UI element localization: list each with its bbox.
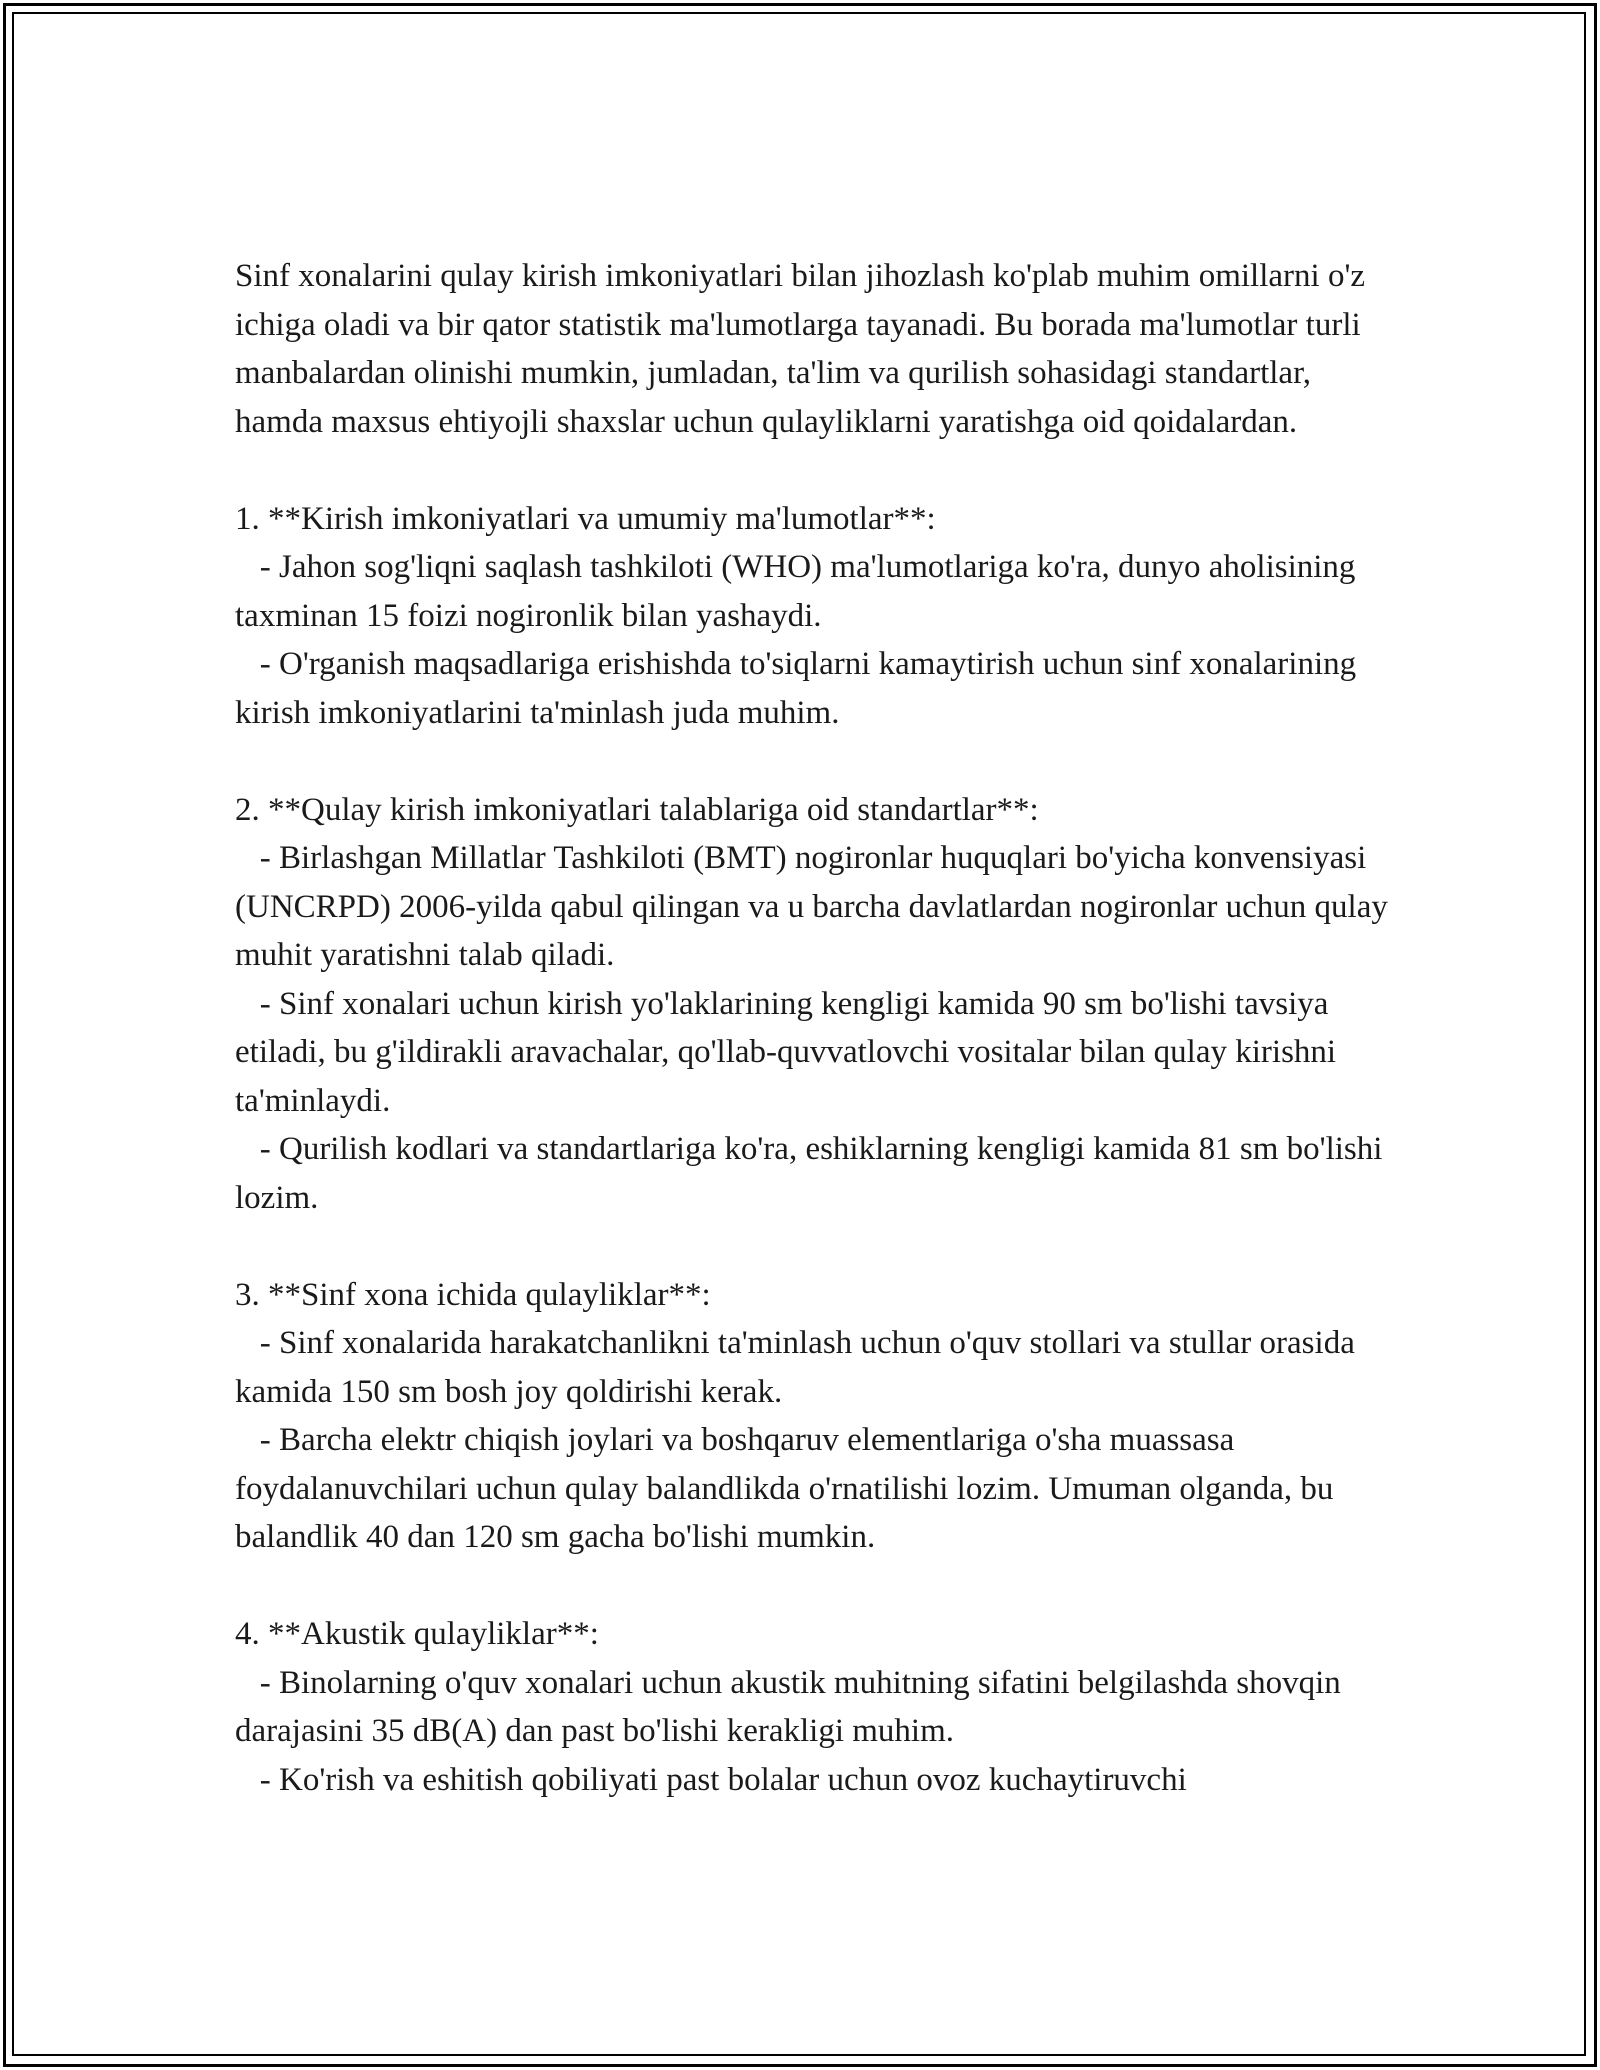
paragraph-gap	[235, 446, 1405, 495]
section-2-item: - Qurilish kodlari va standartlariga ko'ra, eshiklarning kengligi kamida 81 sm bo'lishi lozim.	[235, 1131, 1391, 1216]
paragraph-gap	[235, 737, 1405, 786]
section-2-heading: 2. **Qulay kirish imkoniyatlari talablariga oid standartlar**:	[235, 791, 1039, 828]
section-3-item: - Sinf xonalarida harakatchanlikni ta'minlash uchun o'quv stollari va stullar orasida kamida 150 sm bosh joy qoldirishi kerak.	[235, 1325, 1364, 1410]
section-2-item: - Sinf xonalari uchun kirish yo'laklarining kengligi kamida 90 sm bo'lishi tavsiya etiladi, bu g'ildirakli aravachalar, qo'llab-quvvatlovchi vositalar bilan qulay kirishni ta'minlaydi.	[235, 985, 1345, 1119]
section-1-item: - Jahon sog'liqni saqlash tashkiloti (WHO) ma'lumotlariga ko'ra, dunyo aholisining taxminan 15 foizi nogironlik bilan yashaydi.	[235, 549, 1364, 634]
section-1-item: - O'rganish maqsadlariga erishishda to'siqlarni kamaytirish uchun sinf xonalarining kirish imkoniyatlarini ta'minlash juda muhim.	[235, 646, 1365, 731]
paragraph-gap	[235, 1562, 1405, 1611]
section-2-item: - Birlashgan Millatlar Tashkiloti (BMT) nogironlar huquqlari bo'yicha konvensiyasi (UNCRPD) 2006-yilda qabul qilingan va u barcha davlatlardan nogironlar uchun qulay muhit yaratishni talab qiladi.	[235, 840, 1397, 973]
section-3-item: - Barcha elektr chiqish joylari va boshqaruv elementlariga o'sha muassasa foydalanuvchilari uchun qulay balandlikda o'rnatilishi lozim. Umuman olganda, bu balandlik 40 dan 120 sm gacha bo'lishi mumkin.	[235, 1422, 1342, 1555]
section-4-item: - Binolarning o'quv xonalari uchun akustik muhitning sifatini belgilashda shovqin darajasini 35 dB(A) dan past bo'lishi kerakligi muhim.	[235, 1664, 1350, 1749]
section-4-item: - Ko'rish va eshitish qobiliyati past bolalar uchun ovoz kuchaytiruvchi	[235, 1761, 1187, 1798]
section-1-heading: 1. **Kirish imkoniyatlari va umumiy ma'lumotlar**:	[235, 500, 936, 537]
intro-paragraph: Sinf xonalarini qulay kirish imkoniyatlari bilan jihozlash ko'plab muhim omillarni o'z ichiga oladi va bir qator statistik ma'lumotlarga tayanadi. Bu borada ma'lumotlar turli manbalardan olinishi mumkin, jumladan, ta'lim va qurilish sohasidagi standartlar, hamda maxsus ehtiyojli shaxslar uchun qulayliklarni yaratishga oid qoidalardan.	[235, 258, 1366, 440]
section-3-heading: 3. **Sinf xona ichida qulayliklar**:	[235, 1276, 711, 1313]
document-body	[235, 252, 1405, 1804]
paragraph-gap	[235, 1222, 1405, 1271]
section-4-heading: 4. **Akustik qulayliklar**:	[235, 1616, 599, 1652]
